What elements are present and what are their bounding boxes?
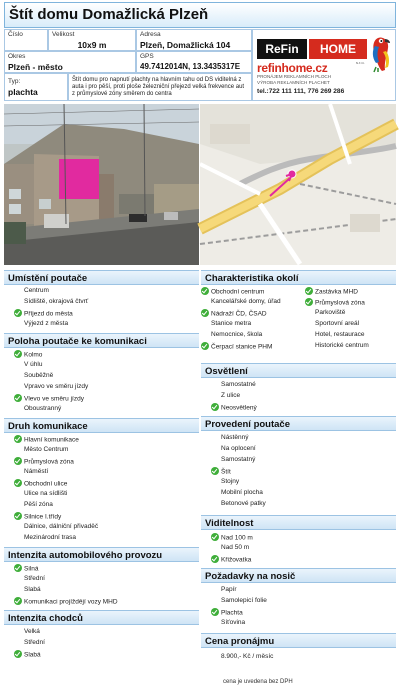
left-column — [4, 270, 199, 663]
check-icon — [14, 597, 22, 605]
check-icon — [14, 394, 22, 402]
list-item: Historické centrum — [315, 342, 369, 349]
section-provedeni-list — [201, 431, 396, 515]
list-item: Výjezd z města — [24, 320, 69, 327]
check-icon — [14, 564, 22, 572]
okres-label: Okres — [8, 53, 26, 60]
list-item: Stanice metra — [211, 320, 252, 327]
section-charakteristika-header: Charakteristika okolí — [201, 270, 396, 285]
check-icon — [14, 479, 22, 487]
list-item: Samostatné — [221, 381, 256, 388]
list-item: Křižovatka — [211, 555, 251, 564]
list-item: Hlavní komunikace — [14, 435, 79, 444]
list-item: Vpravo ve směru jízdy — [24, 383, 89, 390]
list-item: Město Centrum — [24, 446, 69, 453]
list-item: Papír — [221, 586, 237, 593]
section-provedeni-header: Provedení poutače — [201, 416, 396, 431]
section-poloha-list — [4, 348, 199, 418]
list-item: Parkoviště — [315, 309, 346, 316]
list-item: Silnice I.třídy — [14, 512, 61, 521]
list-item: Příjezd do města — [14, 309, 73, 318]
description-text: Štít domu pro napnutí plachty na hlavním tahu od DS viditelná z auta i pro pěší, proti ploše železniční přejezd velká frekvence aut z průmyslové zóny směrem do centra — [72, 77, 245, 98]
list-item: Nad 50 m — [221, 544, 250, 551]
description-cell — [68, 73, 252, 101]
okres-value: Plzeň - město — [8, 62, 63, 72]
title-bar — [4, 2, 396, 28]
list-item: Nemocnice, škola — [211, 331, 263, 338]
list-item: Stojny — [221, 478, 240, 485]
list-item: Z ulice — [221, 392, 241, 399]
street-photo — [4, 104, 199, 265]
list-item: Náměstí — [24, 468, 49, 475]
check-icon — [201, 287, 209, 295]
check-icon — [201, 309, 209, 317]
list-item: Na oplocení — [221, 445, 256, 452]
cislo-label: Číslo — [8, 31, 23, 38]
section-cena-body — [201, 648, 396, 688]
velikost-cell — [48, 29, 136, 51]
section-umisteni-header: Umístění poutače — [4, 270, 199, 285]
check-icon — [211, 555, 219, 563]
list-item: Vlevo ve směru jízdy — [14, 394, 84, 403]
check-icon — [14, 435, 22, 443]
section-intenzita-chodcu-header: Intenzita chodců — [4, 610, 199, 625]
check-icon — [305, 287, 313, 295]
gps-cell — [136, 51, 252, 73]
section-druh-header: Druh komunikace — [4, 418, 199, 433]
list-item: V úhlu — [24, 361, 43, 368]
list-item: Kolmo — [14, 350, 42, 359]
list-item: Mezinárodní trasa — [24, 534, 77, 541]
velikost-label: Velikost — [52, 31, 75, 38]
check-icon — [14, 512, 22, 520]
location-map — [200, 104, 396, 265]
list-item: Pěší zóna — [24, 501, 53, 508]
section-poloha-header: Poloha poutače ke komunikaci — [4, 333, 199, 348]
velikost-value: 10x9 m — [77, 40, 107, 50]
list-item: Mobilní plocha — [221, 489, 263, 496]
list-item: Souběžně — [24, 372, 54, 379]
section-intenzita-auto-header: Intenzita automobilového provozu — [4, 547, 199, 562]
logo-line1: PRONÁJEM REKLAMNÍCH PLOCH — [257, 74, 332, 79]
check-icon — [14, 457, 22, 465]
list-item: Střední — [24, 639, 45, 646]
check-icon — [201, 342, 209, 350]
list-item: Samostatný — [221, 456, 256, 463]
section-pozadavky-header: Požadavky na nosič — [201, 568, 396, 583]
parrot-icon — [369, 32, 395, 72]
check-icon — [14, 650, 22, 658]
typ-value: plachta — [8, 87, 38, 97]
section-druh-list — [4, 433, 199, 547]
list-item: Samolepicí folie — [221, 597, 267, 604]
list-item: Centrum — [24, 287, 49, 294]
okres-cell — [4, 51, 136, 73]
typ-cell — [4, 73, 68, 101]
section-viditelnost-header: Viditelnost — [201, 515, 396, 530]
list-item: Obchodní ulice — [14, 479, 67, 488]
list-item: Sportovní areál — [315, 320, 360, 327]
gps-value: 49.7412014N, 13.3435317E — [140, 62, 241, 71]
typ-label: Typ: — [8, 78, 21, 85]
check-icon — [305, 298, 313, 306]
adresa-value: Plzeň, Domažlická 104 — [140, 40, 231, 50]
list-item: Ulice na sídlišti — [24, 490, 68, 497]
check-icon — [14, 350, 22, 358]
gps-label: GPS — [140, 53, 154, 60]
check-icon — [14, 309, 22, 317]
section-charakteristika-list — [201, 285, 396, 351]
section-pozadavky-list — [201, 583, 396, 633]
section-umisteni-list — [4, 285, 199, 333]
check-icon — [211, 403, 219, 411]
right-column — [201, 270, 396, 688]
logo-line2: VÝROBA REKLAMNÍCH PLACHET — [257, 80, 330, 85]
logo-home: HOME — [309, 39, 367, 59]
list-item: Nástěnný — [221, 434, 249, 441]
list-item: Slabá — [24, 586, 41, 593]
list-item: Hotel, restaurace — [315, 331, 365, 338]
list-item: Nad 100 m — [211, 533, 253, 542]
list-item: Zastávka MHD — [305, 287, 358, 296]
list-item: Komunikaci projíždějí vozy MHD — [14, 597, 118, 606]
section-osvetleni-list — [201, 378, 396, 416]
list-item: Střední — [24, 575, 45, 582]
logo-phone: tel.:722 111 111, 776 269 286 — [257, 88, 345, 95]
list-item: Nádraží ČD, ČSAD — [201, 309, 267, 318]
page-title: Štít domu Domažlická Plzeň — [9, 6, 209, 23]
check-icon — [211, 467, 219, 475]
adresa-label: Adresa — [140, 31, 161, 38]
list-item: Čerpací stanice PHM — [201, 342, 272, 351]
price-value: 8.900,- Kč / měsíc — [221, 653, 274, 660]
list-item: Průmyslová zóna — [305, 298, 365, 307]
check-icon — [211, 608, 219, 616]
logo-url: refinhome.cz — [257, 61, 328, 75]
section-cena-header: Cena pronájmu — [201, 633, 396, 648]
price-note: cena je uvedena bez DPH — [223, 679, 293, 685]
list-item: Betonové patky — [221, 500, 266, 507]
list-item: Plachta — [211, 608, 243, 617]
list-item: Sídliště, okrajová čtvrť — [24, 298, 89, 305]
section-intenzita-chodcu-list — [4, 625, 199, 663]
adresa-cell — [136, 29, 252, 51]
logo-refin: ReFin — [257, 39, 307, 59]
section-viditelnost-list — [201, 530, 396, 568]
logo-sro: s.r.o. — [356, 60, 365, 65]
list-item: Průmyslová zóna — [14, 457, 74, 466]
list-item: Kancelářské domy, úřad — [211, 298, 281, 305]
list-item: Oboustranný — [24, 405, 62, 412]
cislo-cell — [4, 29, 48, 51]
refinhome-logo — [252, 29, 396, 101]
section-intenzita-auto-list — [4, 562, 199, 610]
list-item: Silná — [14, 564, 38, 573]
list-item: Slabá — [14, 650, 41, 659]
check-icon — [211, 533, 219, 541]
list-item: Síťovina — [221, 619, 246, 626]
list-item: Dálnice, dálniční přivaděč — [24, 523, 99, 530]
section-osvetleni-header: Osvětlení — [201, 363, 396, 378]
list-item: Velká — [24, 628, 40, 635]
list-item: Neosvětlený — [211, 403, 257, 412]
list-item: Štít — [211, 467, 231, 476]
list-item: Obchodní centrum — [201, 287, 264, 296]
